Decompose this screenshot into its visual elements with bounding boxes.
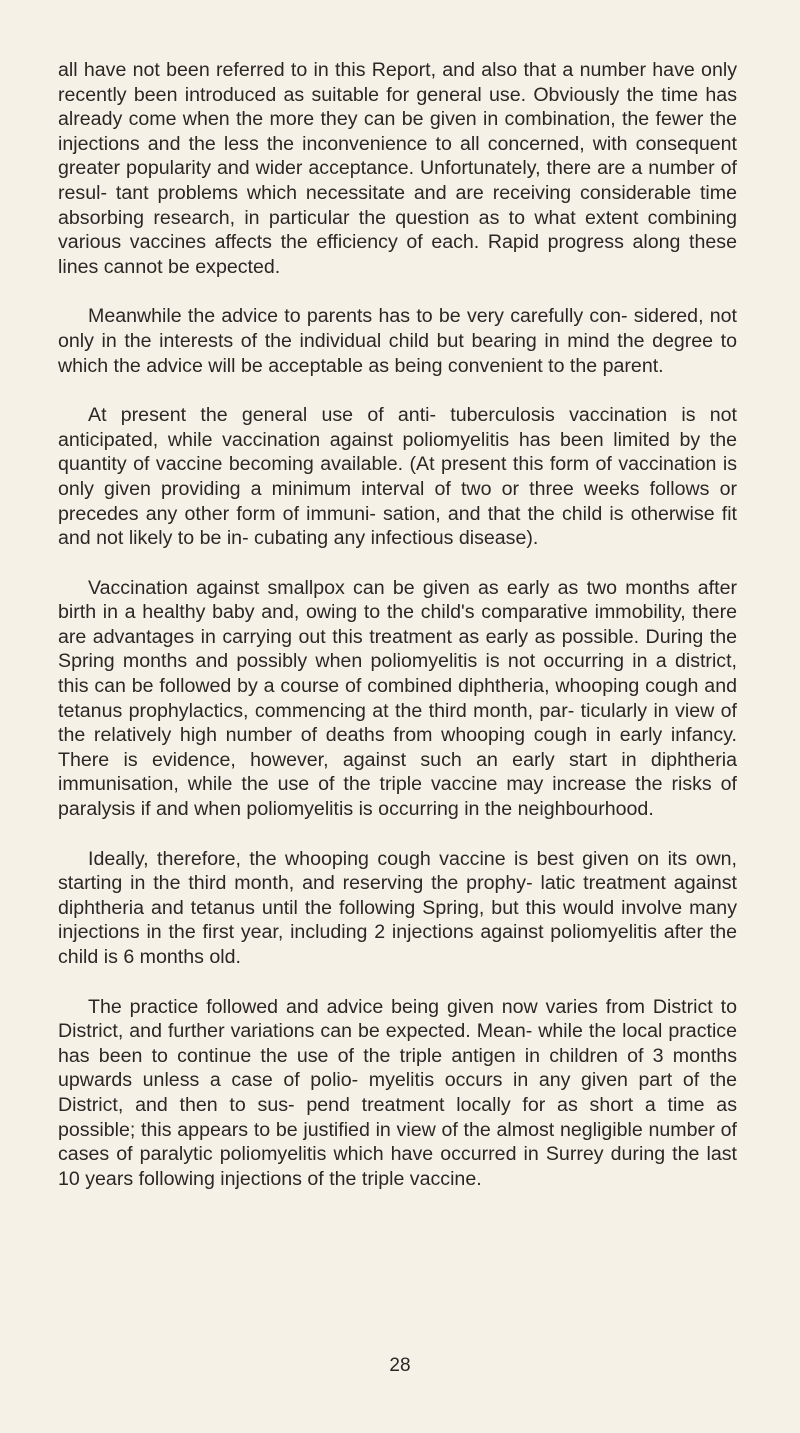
page-number: 28 — [389, 1355, 411, 1376]
paragraph-whooping-cough: Ideally, therefore, the whooping cough vaccine is best given on its own, starting in the third month, and reserving the prophy- latic treatment against diphtheria and tetanus until the following Spring, but this would involve many injections in the first year, including 2 injections against poliomyelitis after the child is 6 months old. — [58, 847, 737, 968]
paragraph-advice-to-parents: Meanwhile the advice to parents has to be very carefully con- sidered, not only in the interests of the individual child but bearing in mind the degree to which the advice will be acceptable as being convenient to the parent. — [58, 305, 737, 377]
paragraph-continuation: all have not been referred to in this Report, and also that a number have only recently been introduced as suitable for general use. Obviously the time has already come when the more they can be given in combination, the fewer the injections and the less the inconvenience to all concerned, with consequent greater popularity and wider acceptance. Unfortunately, there are a number of resul- tant problems which necessitate and are receiving considerable time absorbing research, in particular the question as to what extent combining various vaccines affects the efficiency of each. Rapid progress along these lines cannot be expected. — [58, 59, 737, 278]
paragraph-local-practice: The practice followed and advice being given now varies from District to District, and further variations can be expected. Mean- while the local practice has been to continue the use of the triple antigen in children of 3 months upwards unless a case of polio- myelitis occurs in any given part of the District, and then to sus- pend treatment locally for as short a time as possible; this appears to be justified in view of the almost negligible number of cases of paralytic poliomyelitis which have occurred in Surrey during the last 10 years following injections of the triple vaccine. — [58, 995, 737, 1190]
paragraph-smallpox: Vaccination against smallpox can be given as early as two months after birth in a healthy baby and, owing to the child's comparative immobility, there are advantages in carrying out this treatment as early as possible. During the Spring months and possibly when poliomyelitis is not occurring in a district, this can be followed by a course of combined diphtheria, whooping cough and tetanus prophylactics, commencing at the third month, par- ticularly in view of the relatively high number of deaths from whooping cough in early infancy. There is evidence, however, against such an early start in diphtheria immunisation, while the use of the triple vaccine may increase the risks of paralysis if and when poliomyelitis is occurring in the neighbourhood. — [58, 576, 737, 821]
paragraph-tuberculosis-poliomyelitis: At present the general use of anti- tuberculosis vaccination is not anticipated, while vaccination against poliomyelitis has been limited by the quantity of vaccine becoming available. (At present this form of vaccination is only given providing a minimum interval of two or three weeks follows or precedes any other form of immuni- sation, and that the child is otherwise fit and not likely to be in- cubating any infectious disease). — [58, 404, 737, 550]
